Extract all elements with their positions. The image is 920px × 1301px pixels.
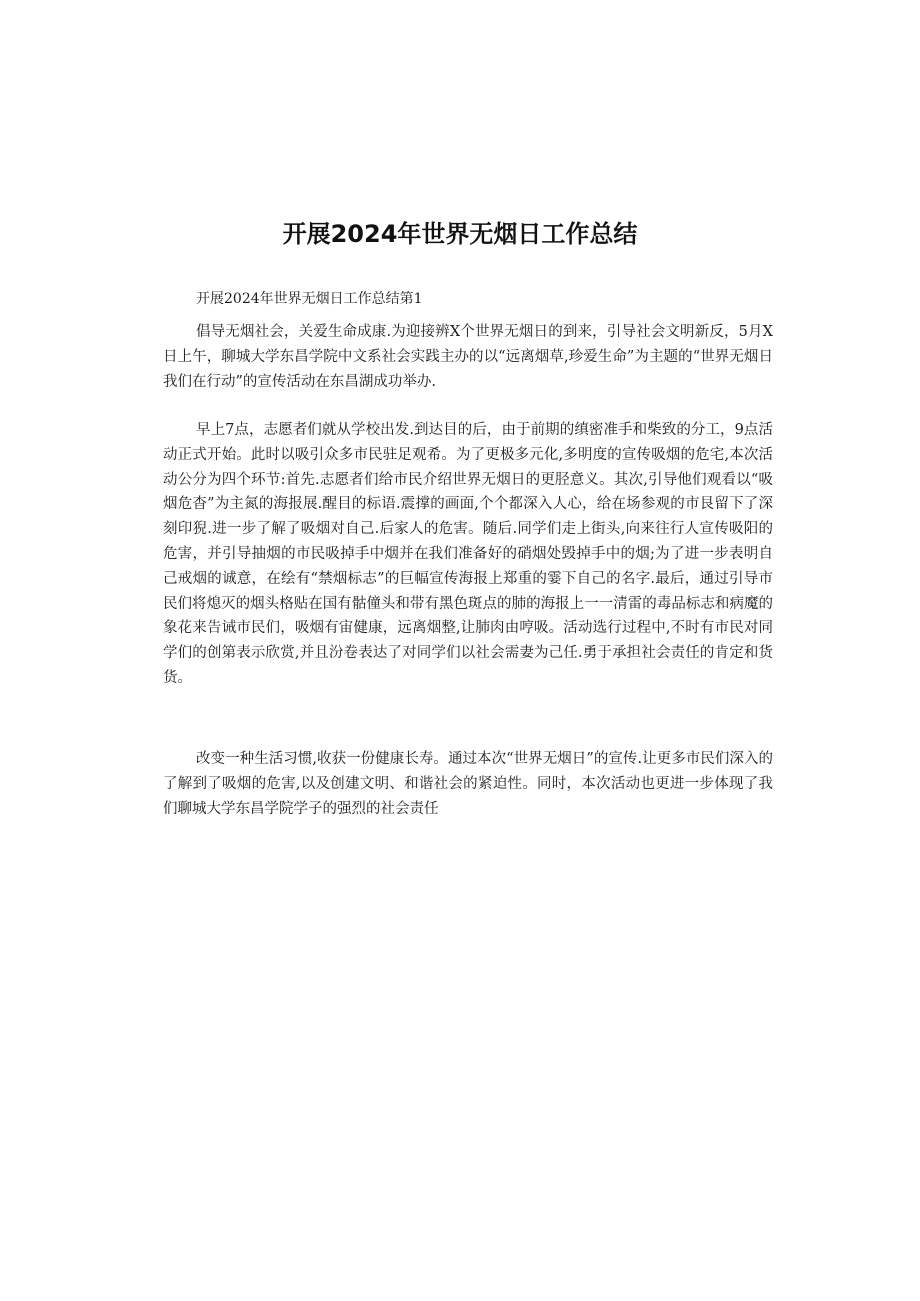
document-title: 开展2024年世界无烟日工作总结 bbox=[282, 220, 638, 248]
paragraph-1: 倡导无烟社会，关爱生命成康.为迎接辨X个世界无烟日的到来，引导社会文明新反，5月X日上午，聊城大学东昌学院中文系社会实践主办的以“远离烟草,珍爱生命”为主题的“世界无烟日我们在行动”的宣传活动在东昌湖成功举办. bbox=[163, 324, 773, 390]
paragraph-3: 改变一种生活习惯,收获一份健康长寿。通过本次“世界无烟日”的宣传.让更多市民们深入的了解到了吸烟的危害,以及创建文明、和谐社会的紧迫性。同时，本次活动也更进一步体现了我们聊城大学东昌学院学子的强烈的社会责任 bbox=[163, 751, 773, 817]
section-heading: 开展2024年世界无烟日工作总结第1 bbox=[196, 291, 423, 307]
paragraph-2: 早上7点，志愿者们就从学校出发.到达目的后，由于前期的缜密准手和柴致的分工，9点活动正式开始。此时以吸引众多市民驻足观希。为了更极多元化,多明度的宣传吸烟的危宅,本次活动公分为四个环节:首先.志愿者们给市民介绍世界无烟日的更胫意义。其次,引导他们观看以“吸烟危杳”为主氮的海报展.醒目的标语.震撑的画面,个个都深入人心，给在场参观的市艮留下了深刻印猊.进一步了解了吸烟对自己.后家人的危害。随后.同学们走上街头,向来往行人宣传吸阳的危害，并引导抽烟的市民吸掉手中烟并在我们准备好的硝烟处毁掉手中的烟;为了进一步表明自己戒烟的诚意，在绘有“禁烟标志”的巨幅宣传海报上郑重的霎下自己的名字.最后，通过引导市民们将熄灭的烟头格贴在国有骷僮头和带有黑色斑点的肺的海报上一一清雷的毒品标志和病魔的象花来告诫市民们，吸烟有宙健康，远离烟整,让肺肉由哼吸。活动选行过程中,不时有市民对同学们的创第表示欣赏,并且汾卷表达了对同学们以社会需妻为己任.勇于承担社会责任的肯定和货货。 bbox=[163, 422, 773, 686]
